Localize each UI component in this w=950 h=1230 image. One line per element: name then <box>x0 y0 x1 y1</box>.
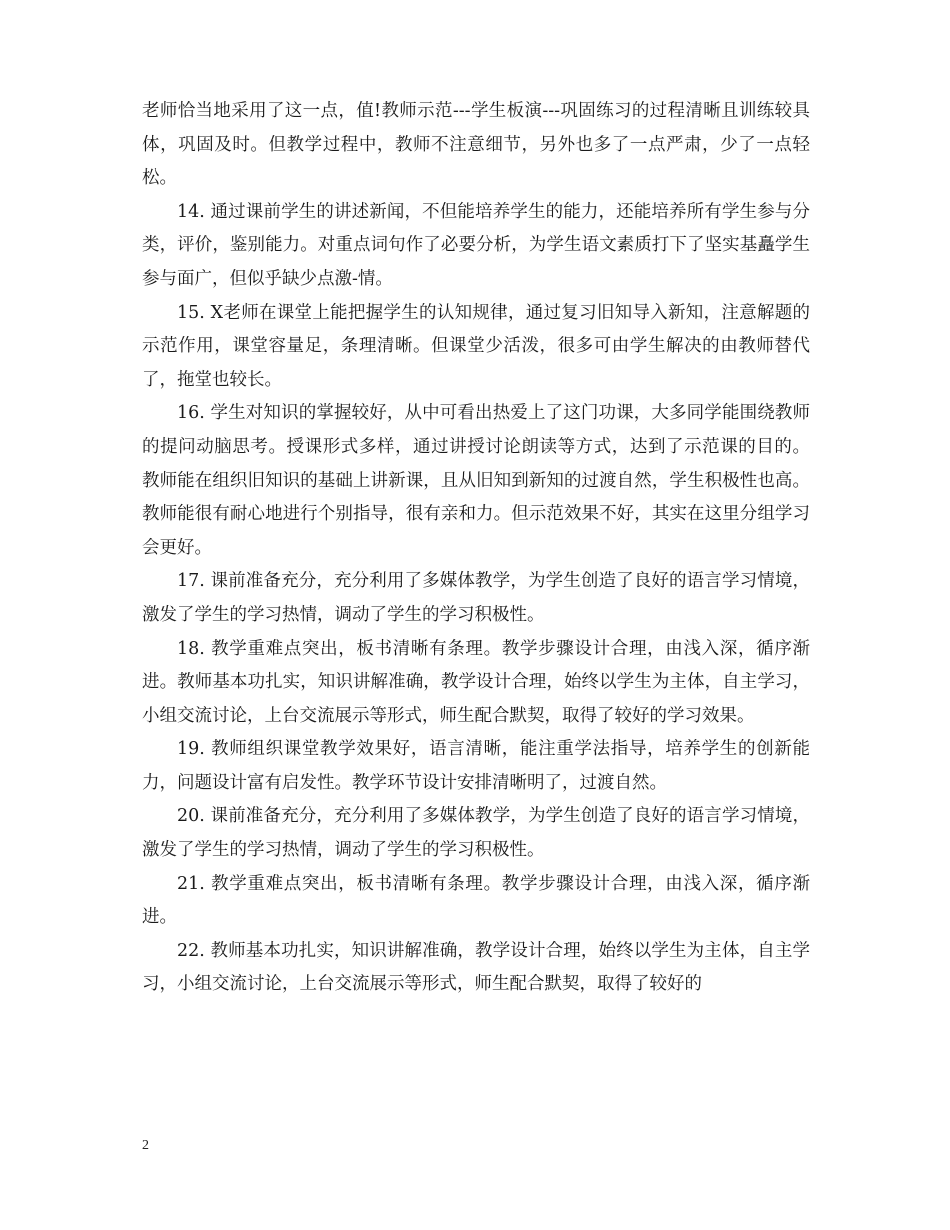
paragraph-item-16: 16. 学生对知识的掌握较好，从中可看出热爱上了这门功课，大多同学能围绕教师的提问动脑思考。授课形式多样，通过讲授讨论朗读等方式，达到了示范课的目的。 教师能在组织旧知识的基础上讲新课，且从旧知到新知的过渡自然，学生积极性也高。教师能很有耐心地进行个别指导，很有亲和力。但示范效果不好，其实在这里分组学习会更好。 <box>142 403 810 558</box>
page-number: 2 <box>142 1138 149 1153</box>
paragraph-item-21: 21. 教学重难点突出，板书清晰有条理。教学步骤设计合理，由浅入深，循序渐进。 <box>142 873 810 928</box>
paragraph-item-20: 20. 课前准备充分，充分利用了多媒体教学，为学生创造了良好的语言学习情境，激发了学生的学习热情，调动了学生的学习积极性。 <box>142 806 810 861</box>
paragraph-item-22: 22. 教师基本功扎实，知识讲解准确，教学设计合理，始终以学生为主体，自主学习，小组交流讨论，上台交流展示等形式，师生配合默契，取得了较好的 <box>142 940 810 995</box>
document-body <box>142 95 810 1002</box>
paragraph-item-15: 15. X老师在课堂上能把握学生的认知规律，通过复习旧知导入新知，注意解题的示范作用，课堂容量足，条理清晰。但课堂少活泼，很多可由学生解决的由教师替代了，拖堂也较长。 <box>142 302 810 390</box>
paragraph-continuation: 老师恰当地采用了这一点，值!教师示范---学生板演---巩固练习的过程清晰且训练较具体，巩固及时。但教学过程中，教师不注意细节，另外也多了一点严肃，少了一点轻松。 <box>142 101 810 189</box>
paragraph-item-19: 19. 教师组织课堂教学效果好，语言清晰，能注重学法指导，培养学生的创新能力，问题设计富有启发性。教学环节设计安排清晰明了，过渡自然。 <box>142 739 810 793</box>
paragraph-item-18: 18. 教学重难点突出，板书清晰有条理。教学步骤设计合理，由浅入深，循序渐进。教师基本功扎实，知识讲解准确，教学设计合理，始终以学生为主体，自主学习，小组交流讨论，上台交流展示等形式，师生配合默契，取得了较好的学习效果。 <box>142 638 810 726</box>
paragraph-item-17: 17. 课前准备充分，充分利用了多媒体教学，为学生创造了良好的语言学习情境，激发了学生的学习热情，调动了学生的学习积极性。 <box>142 571 810 625</box>
paragraph-item-14: 14. 通过课前学生的讲述新闻，不但能培养学生的能力，还能培养所有学生参与分类，评价，鉴别能力。对重点词句作了必要分析，为学生语文素质打下了坚实基矗学生参与面广，但似乎缺少点激-情。 <box>142 201 810 289</box>
